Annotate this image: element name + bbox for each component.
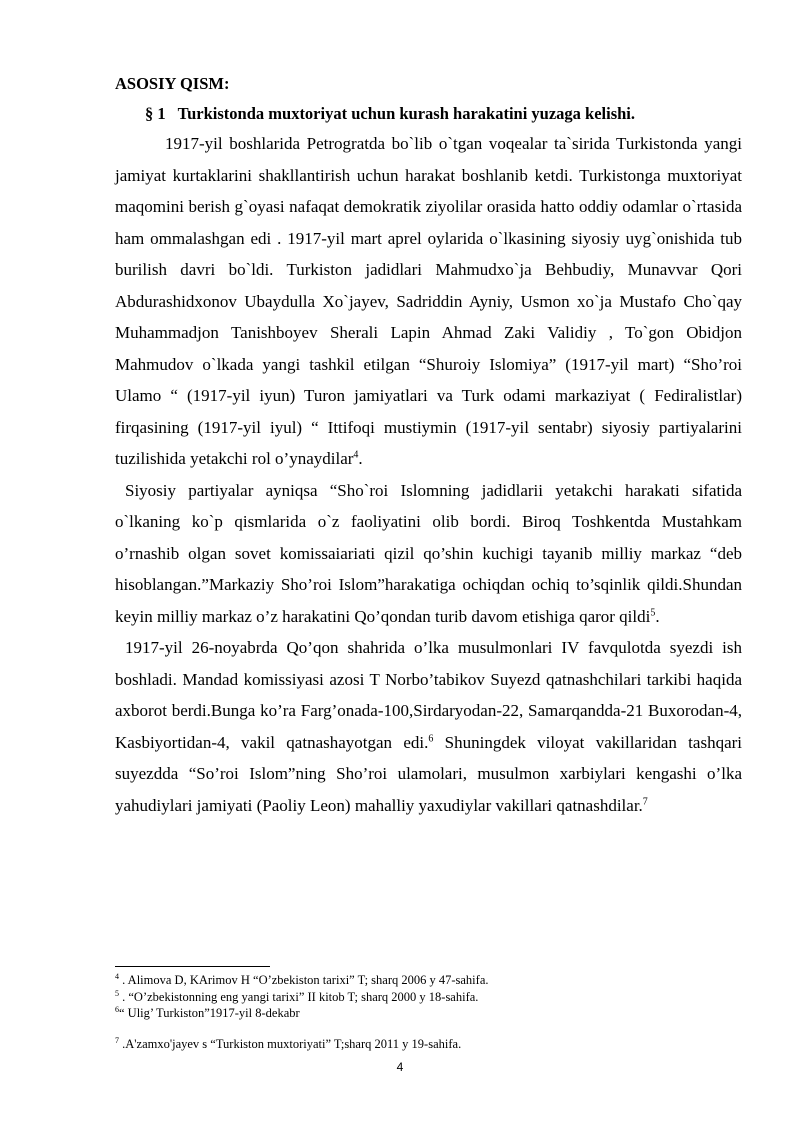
paragraph-end: . <box>358 449 363 468</box>
footnote-text: .A'zamxo'jayev s “Turkiston muxtoriyati” T;sharq 2011 y 19-sahifa. <box>119 1036 462 1051</box>
footnote-mark: 6 <box>115 1004 119 1014</box>
subsection-title: Turkistonda muxtoriyat uchun kurash harakatini yuzaga kelishi. <box>177 104 636 123</box>
subsection-heading <box>115 102 742 126</box>
page-body <box>115 72 742 821</box>
paragraph-text: 1917-yil boshlarida Petrogratda bo`lib o`tgan voqealar ta`sirida Turkistonda yangi jamiyat kurtaklarini shakllantirish uchun harakat boshlanib ketdi. Turkistonga muxtoriyat maqomini berish g`oyasi nafaqat demokratik ziyolilar orasida hatto oddiy odamlar o`rtasida ham ommalashgan edi . 1917-yil mart aprel oylarida o`lkasining siyosiy uyg`onishida tub burilish davri bo`ldi. Turkiston jadidlari Mahmudxo`ja Behbudiy, Munavvar Qori Abdurashidxonov Ubaydulla Xo`jayev, Sadriddin Ayniy, Usmon xo`ja Mustafo Cho`qay Muhammadjon Tanishboyev Sherali Lapin Ahmad Zaki Validiy , To`gon Obidjon Mahmudov o`lkada yangi tashkil etilgan “Shuroiy Islomiya” (1917-yil mart) “Sho’roi Ulamo “ (1917-yil iyun) Turon jamiyatlari va Turk odami markaziyat ( Fediralistlar) firqasining (1917-yil iyul) “ Ittifoqi mustiymin (1917-yil sentabr) siyosiy partiyalarini tuzilishida yetakchi rol o’ynaydilar <box>115 134 742 468</box>
footnote-reference[interactable]: 4 <box>353 449 359 461</box>
footnote-item <box>115 989 742 1006</box>
page-number: 4 <box>396 1060 404 1074</box>
footnote-reference[interactable]: 7 <box>642 795 648 807</box>
paragraph <box>115 128 742 475</box>
paragraph-text: 1917-yil 26-noyabrda Qo’qon shahrida o’lka musulmonlari IV favqulotda syezdi ish boshladi. Mandad komissiyasi azosi T Norbo’tabikov Suyezd qatnashchilari tarkibi haqida axborot berdi.Bunga ko’ra Farg’onada-100,Sirdaryodan-22, Samarqandda-21 Buxorodan-4, Kasbiyortidan-4, vakil qatnashayotgan edi. <box>115 638 742 752</box>
paragraph <box>115 632 742 821</box>
footnote-item <box>115 972 742 989</box>
paragraph-end: . <box>655 606 660 626</box>
paragraph-text: Siyosiy partiyalar ayniqsa “Sho`roi Islomning jadidlarii yetakchi harakati sifatida o`lkaning ko`p qismlarida o`z faoliyatini olib bordi. Biroq Toshkentda Mustahkam o’rnashib olgan sovet komissaiariati qizil qo’shin kuchigi tayanib milliy markaz “deb hisoblangan.”Markaziy Sho’roi Islom”harakatiga ochiqdan ochiq to’sqinlik qildi.Shundan keyin milliy markaz o’z harakatini Qo’qondan turib davom etishiga qaror qildi <box>115 480 742 626</box>
footnote-mark: 7 <box>115 1035 119 1045</box>
footnote-mark: 5 <box>115 988 119 998</box>
footnote-mark: 4 <box>115 971 119 981</box>
footnote-text: . Alimova D, KArimov H “O’zbekiston tarixi” T; sharq 2006 y 47-sahifa. <box>119 973 489 987</box>
footnote-separator <box>115 966 270 967</box>
paragraph-continuation: Shuningdek viloyat vakillaridan tashqari suyezdda “So’roi Islom”ning Sho’roi ulamolari, musulmon xarbiylari kengashi o’lka yahudiylari jamiyati (Paoliy Leon) mahalliy yaxudiylar vakillari qatnashdilar. <box>115 732 742 815</box>
paragraph <box>115 475 742 633</box>
footnotes <box>115 972 742 1052</box>
footnote-reference[interactable]: 6 <box>428 732 434 744</box>
footnote-text: “ Ulig’ Turkiston”1917-yil 8-dekabr <box>119 1006 300 1020</box>
footnote-text: . “O’zbekistonning eng yangi tarixi” II kitob T; sharq 2000 y 18-sahifa. <box>119 989 479 1004</box>
footnote-reference[interactable]: 5 <box>650 606 656 618</box>
section-heading: ASOSIY QISM: <box>115 74 230 93</box>
subsection-number: § 1 <box>145 104 166 123</box>
footnote-item <box>115 1005 742 1022</box>
footnote-item <box>115 1036 742 1053</box>
